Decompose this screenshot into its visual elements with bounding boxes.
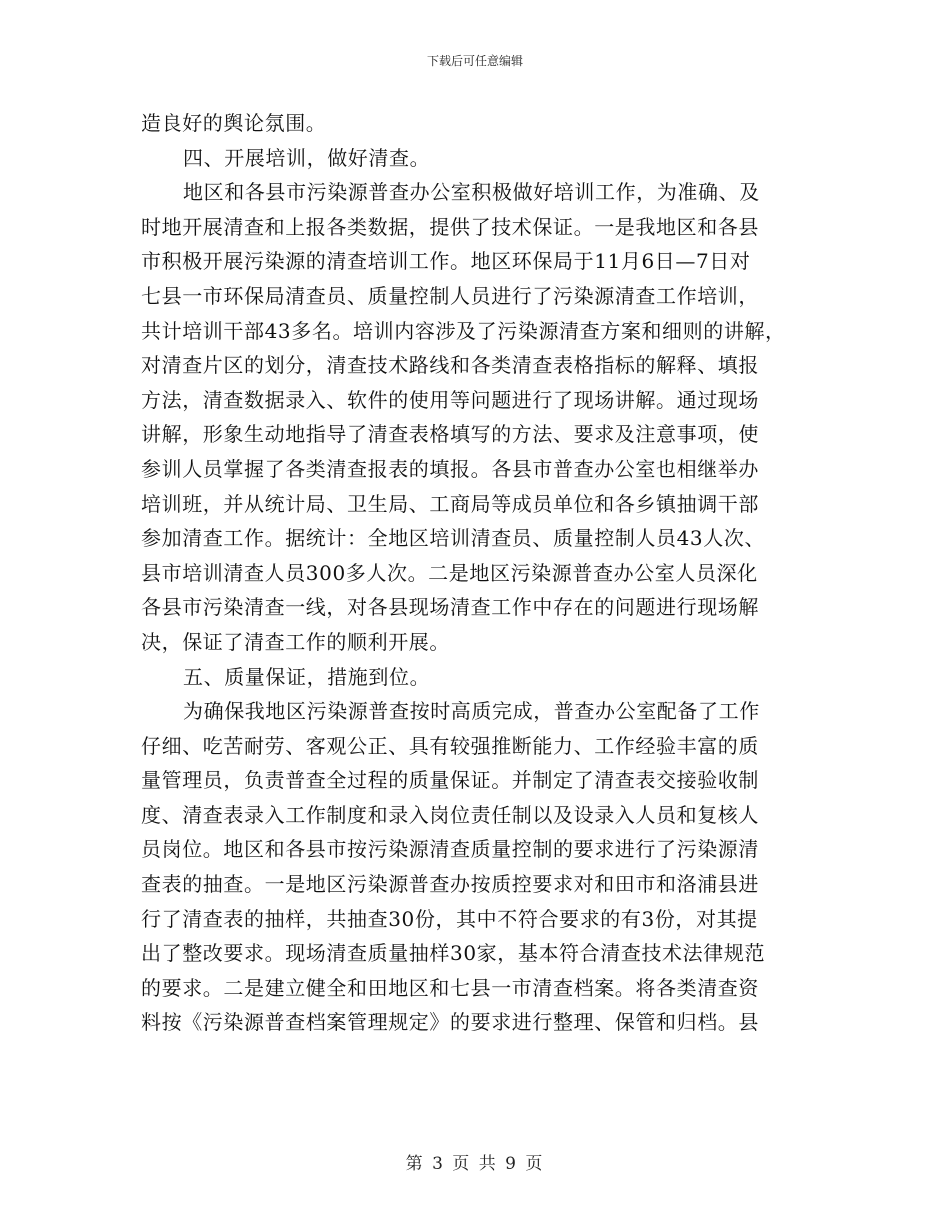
page-footer: 第 3 页 共 9 页: [405, 1154, 545, 1174]
text-line: 出了整改要求。现场清查质量抽样30家，基本符合清查技术法律规范: [141, 941, 766, 966]
text-line: 时地开展清查和上报各类数据，提供了技术保证。一是我地区和各县: [141, 214, 759, 239]
text-line: 培训班，并从统计局、卫生局、工商局等成员单位和各乡镇抽调干部: [141, 491, 759, 516]
text-line: 县市培训清查人员300多人次。二是地区污染源普查办公室人员深化: [141, 560, 758, 585]
text-line: 决，保证了清查工作的顺利开展。: [141, 629, 450, 654]
text-line: 地区和各县市污染源普查办公室积极做好培训工作，为准确、及: [183, 180, 760, 205]
text-line: 对清查片区的划分，清查技术路线和各类清查表格指标的解释、填报: [141, 353, 759, 378]
text-line: 为确保我地区污染源普查按时高质完成，普查办公室配备了工作: [183, 699, 760, 724]
text-line: 度、清查表录入工作制度和录入岗位责任制以及设录入人员和复核人: [141, 802, 759, 827]
section-heading: 五、质量保证，措施到位。: [183, 664, 431, 689]
text-line: 料按《污染源普查档案管理规定》的要求进行整理、保管和归档。县: [141, 1010, 759, 1035]
page-header: 下载后可任意编辑: [426, 54, 523, 68]
text-line: 各县市污染清查一线，对各县现场清查工作中存在的问题进行现场解: [141, 595, 759, 620]
text-line: 行了清查表的抽样，共抽查30份，其中不符合要求的有3份，对其提: [141, 906, 758, 931]
text-line: 参训人员掌握了各类清查报表的填报。各县市普查办公室也相继举办: [141, 456, 759, 481]
text-line: 方法，清查数据录入、软件的使用等问题进行了现场讲解。通过现场: [141, 387, 759, 412]
text-line: 造良好的舆论氛围。: [141, 111, 327, 135]
text-line: 查表的抽查。一是地区污染源普查办按质控要求对和田市和洛浦县进: [141, 872, 759, 897]
text-line: 共计培训干部43多名。培训内容涉及了污染源清查方案和细则的讲解，: [141, 318, 786, 343]
text-line: 七县一市环保局清查员、质量控制人员进行了污染源清查工作培训，: [141, 283, 759, 308]
text-line: 员岗位。地区和各县市按污染源清查质量控制的要求进行了污染源清: [141, 837, 759, 862]
text-line: 仔细、吃苦耐劳、客观公正、具有较强推断能力、工作经验丰富的质: [141, 733, 759, 758]
text-line: 讲解，形象生动地指导了清查表格填写的方法、要求及注意事项，使: [141, 422, 759, 447]
text-line: 市积极开展污染源的清查培训工作。地区环保局于11月6日—7日对: [141, 249, 751, 274]
text-line: 参加清查工作。据统计：全地区培训清查员、质量控制人员43人次、: [141, 526, 766, 551]
body-text: [141, 106, 813, 1040]
text-line: 的要求。二是建立健全和田地区和七县一市清查档案。将各类清查资: [141, 975, 759, 1000]
section-heading: 四、开展培训，做好清查。: [183, 145, 431, 170]
text-line: 量管理员，负责普查全过程的质量保证。并制定了清查表交接验收制: [141, 768, 759, 793]
